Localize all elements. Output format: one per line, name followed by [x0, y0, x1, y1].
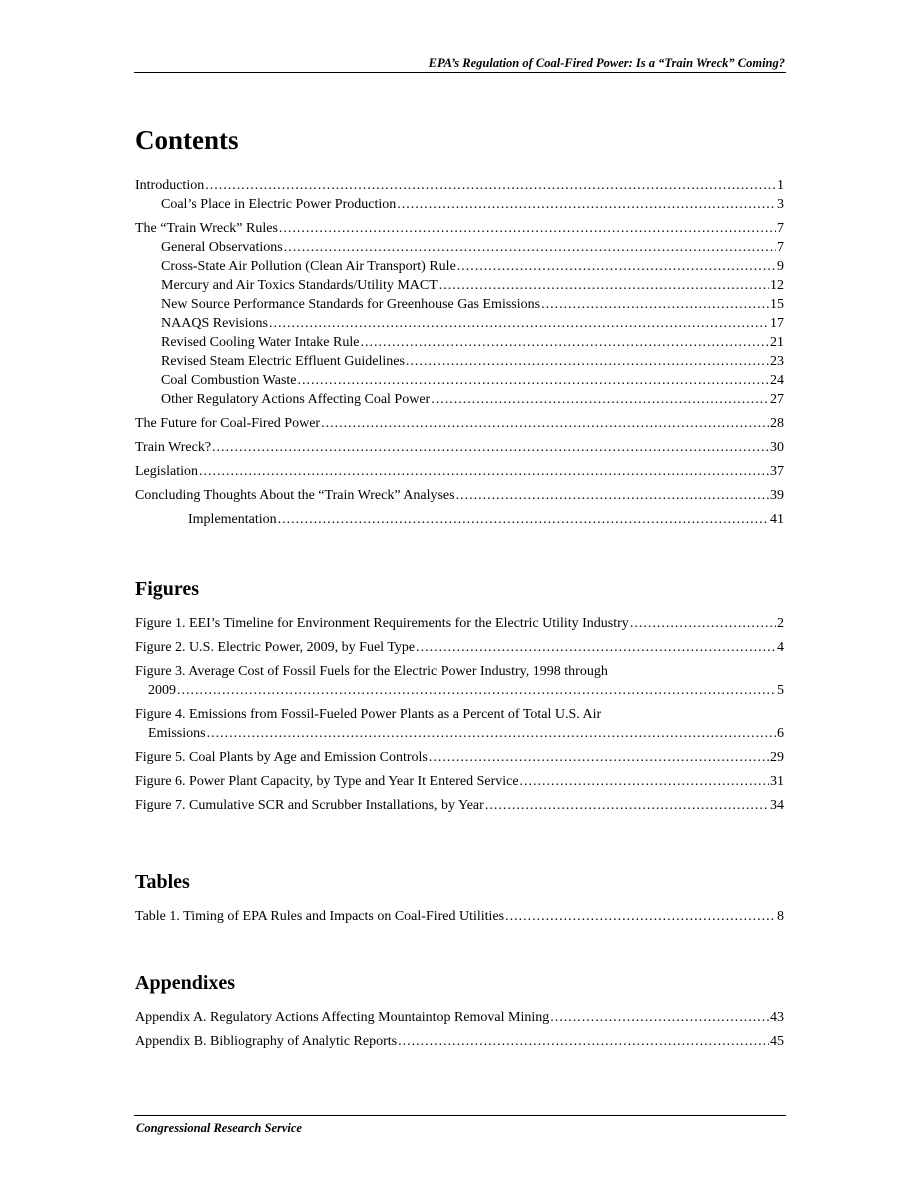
appendix-entry-page-number: 43 [770, 1010, 784, 1025]
tables-list [135, 907, 784, 926]
contents-entry-title: Coal’s Place in Electric Power Production [161, 197, 397, 212]
dot-leader [177, 681, 776, 700]
dot-leader [541, 295, 769, 314]
contents-entry[interactable] [135, 276, 784, 295]
contents-entry[interactable] [135, 371, 784, 390]
appendix-entry[interactable] [135, 1008, 784, 1027]
dot-leader [550, 1008, 769, 1027]
figure-entry[interactable] [135, 705, 784, 743]
appendix-entry-title: Appendix B. Bibliography of Analytic Reports [135, 1034, 398, 1049]
contents-entry-page-number: 1 [777, 178, 784, 193]
figure-entry-title: Emissions [148, 726, 206, 741]
contents-entry[interactable] [135, 352, 784, 371]
table-entry[interactable] [135, 907, 784, 926]
header-rule [134, 72, 786, 73]
figure-entry[interactable] [135, 796, 784, 815]
table-entry-title: Table 1. Timing of EPA Rules and Impacts on Coal-Fired Utilities [135, 909, 505, 924]
dot-leader [199, 462, 769, 481]
appendixes-list [135, 1008, 784, 1051]
dot-leader [485, 796, 769, 815]
dot-leader [406, 352, 769, 371]
figure-entry[interactable] [135, 614, 784, 633]
figure-entry[interactable] [135, 748, 784, 767]
figure-entry-title: 2009 [148, 683, 176, 698]
dot-leader [397, 195, 776, 214]
contents-entry-title: Cross-State Air Pollution (Clean Air Transport) Rule [161, 259, 456, 274]
contents-entry-page-number: 23 [770, 354, 784, 369]
contents-entry[interactable] [135, 219, 784, 238]
appendix-entry-page-number: 45 [770, 1034, 784, 1049]
contents-title: Contents [135, 125, 239, 155]
dot-leader [278, 510, 769, 529]
dot-leader [298, 371, 769, 390]
figure-entry-title-line: Figure 3. Average Cost of Fossil Fuels for the Electric Power Industry, 1998 through [135, 664, 608, 679]
figure-entry-page-number: 6 [777, 726, 784, 741]
figures-list [135, 614, 784, 815]
figure-entry-title: Figure 1. EEI’s Timeline for Environment Requirements for the Electric Utility Industry [135, 616, 629, 631]
dot-leader [398, 1032, 769, 1051]
figure-entry-title: Figure 5. Coal Plants by Age and Emission Controls [135, 750, 428, 765]
dot-leader [457, 257, 776, 276]
contents-entry[interactable] [135, 462, 784, 481]
figure-entry-page-number: 29 [770, 750, 784, 765]
appendix-entry[interactable] [135, 1032, 784, 1051]
contents-entry-page-number: 12 [770, 278, 784, 293]
footer-rule [134, 1115, 786, 1116]
figure-entry[interactable] [135, 662, 784, 700]
figure-entry-title: Figure 6. Power Plant Capacity, by Type and Year It Entered Service [135, 774, 519, 789]
figure-entry[interactable] [135, 772, 784, 791]
contents-entry-page-number: 17 [770, 316, 784, 331]
contents-entry-page-number: 7 [777, 221, 784, 236]
contents-entry[interactable] [135, 314, 784, 333]
contents-entry-title: The “Train Wreck” Rules [135, 221, 278, 236]
contents-entry-title: General Observations [161, 240, 283, 255]
dot-leader [520, 772, 769, 791]
contents-entry-page-number: 39 [770, 488, 784, 503]
contents-entry[interactable] [135, 486, 784, 505]
contents-entry-page-number: 37 [770, 464, 784, 479]
running-header: EPA’s Regulation of Coal-Fired Power: Is a “Train Wreck” Coming? [428, 56, 785, 70]
contents-entry-title: The Future for Coal-Fired Power [135, 416, 321, 431]
contents-entry-title: Train Wreck? [135, 440, 212, 455]
contents-entry-title: Other Regulatory Actions Affecting Coal Power [161, 392, 431, 407]
contents-entry-page-number: 30 [770, 440, 784, 455]
contents-entry[interactable] [135, 238, 784, 257]
table-entry-page-number: 8 [777, 909, 784, 924]
contents-entry-page-number: 15 [770, 297, 784, 312]
figure-entry-title: Figure 2. U.S. Electric Power, 2009, by Fuel Type [135, 640, 416, 655]
contents-entry-title: Coal Combustion Waste [161, 373, 297, 388]
contents-entry[interactable] [135, 390, 784, 409]
contents-entry-page-number: 21 [770, 335, 784, 350]
dot-leader [630, 614, 776, 633]
contents-entry[interactable] [135, 176, 784, 195]
contents-entry-title: Revised Cooling Water Intake Rule [161, 335, 360, 350]
figure-entry-page-number: 2 [777, 616, 784, 631]
contents-entry-page-number: 24 [770, 373, 784, 388]
contents-list [135, 176, 784, 529]
dot-leader [269, 314, 769, 333]
contents-entry[interactable] [135, 333, 784, 352]
dot-leader [360, 333, 769, 352]
contents-entry[interactable] [135, 510, 784, 529]
figures-title: Figures [135, 578, 200, 600]
dot-leader [416, 638, 776, 657]
contents-entry-title: Introduction [135, 178, 205, 193]
dot-leader [321, 414, 769, 433]
dot-leader [279, 219, 776, 238]
contents-entry-title: Concluding Thoughts About the “Train Wreck” Analyses [135, 488, 455, 503]
footer-text: Congressional Research Service [136, 1121, 302, 1135]
figure-entry-page-number: 34 [770, 798, 784, 813]
dot-leader [505, 907, 776, 926]
contents-entry-title: Mercury and Air Toxics Standards/Utility MACT [161, 278, 438, 293]
dot-leader [205, 176, 776, 195]
contents-entry[interactable] [135, 414, 784, 433]
appendixes-title: Appendixes [135, 972, 236, 994]
figure-entry[interactable] [135, 638, 784, 657]
contents-entry-title: Legislation [135, 464, 198, 479]
contents-entry-title: Revised Steam Electric Effluent Guidelines [161, 354, 405, 369]
dot-leader [456, 486, 769, 505]
contents-entry-title: NAAQS Revisions [161, 316, 268, 331]
dot-leader [284, 238, 776, 257]
dot-leader [439, 276, 769, 295]
contents-entry[interactable] [135, 438, 784, 457]
contents-entry-title: Implementation [188, 512, 277, 527]
contents-entry-page-number: 9 [777, 259, 784, 274]
contents-entry-page-number: 3 [777, 197, 784, 212]
tables-title: Tables [135, 871, 190, 893]
figure-entry-title: Figure 7. Cumulative SCR and Scrubber Installations, by Year [135, 798, 484, 813]
contents-entry-title: New Source Performance Standards for Greenhouse Gas Emissions [161, 297, 541, 312]
contents-entry[interactable] [135, 295, 784, 314]
contents-entry-page-number: 28 [770, 416, 784, 431]
dot-leader [212, 438, 769, 457]
figure-entry-page-number: 31 [770, 774, 784, 789]
appendix-entry-title: Appendix A. Regulatory Actions Affecting Mountaintop Removal Mining [135, 1010, 550, 1025]
contents-entry-page-number: 41 [770, 512, 784, 527]
figure-entry-title-line: Figure 4. Emissions from Fossil-Fueled Power Plants as a Percent of Total U.S. Air [135, 707, 602, 722]
dot-leader [207, 724, 776, 743]
contents-entry-page-number: 27 [770, 392, 784, 407]
dot-leader [431, 390, 769, 409]
contents-entry[interactable] [135, 257, 784, 276]
contents-entry-page-number: 7 [777, 240, 784, 255]
dot-leader [429, 748, 769, 767]
figure-entry-page-number: 4 [777, 640, 784, 655]
contents-entry[interactable] [135, 195, 784, 214]
figure-entry-page-number: 5 [777, 683, 784, 698]
